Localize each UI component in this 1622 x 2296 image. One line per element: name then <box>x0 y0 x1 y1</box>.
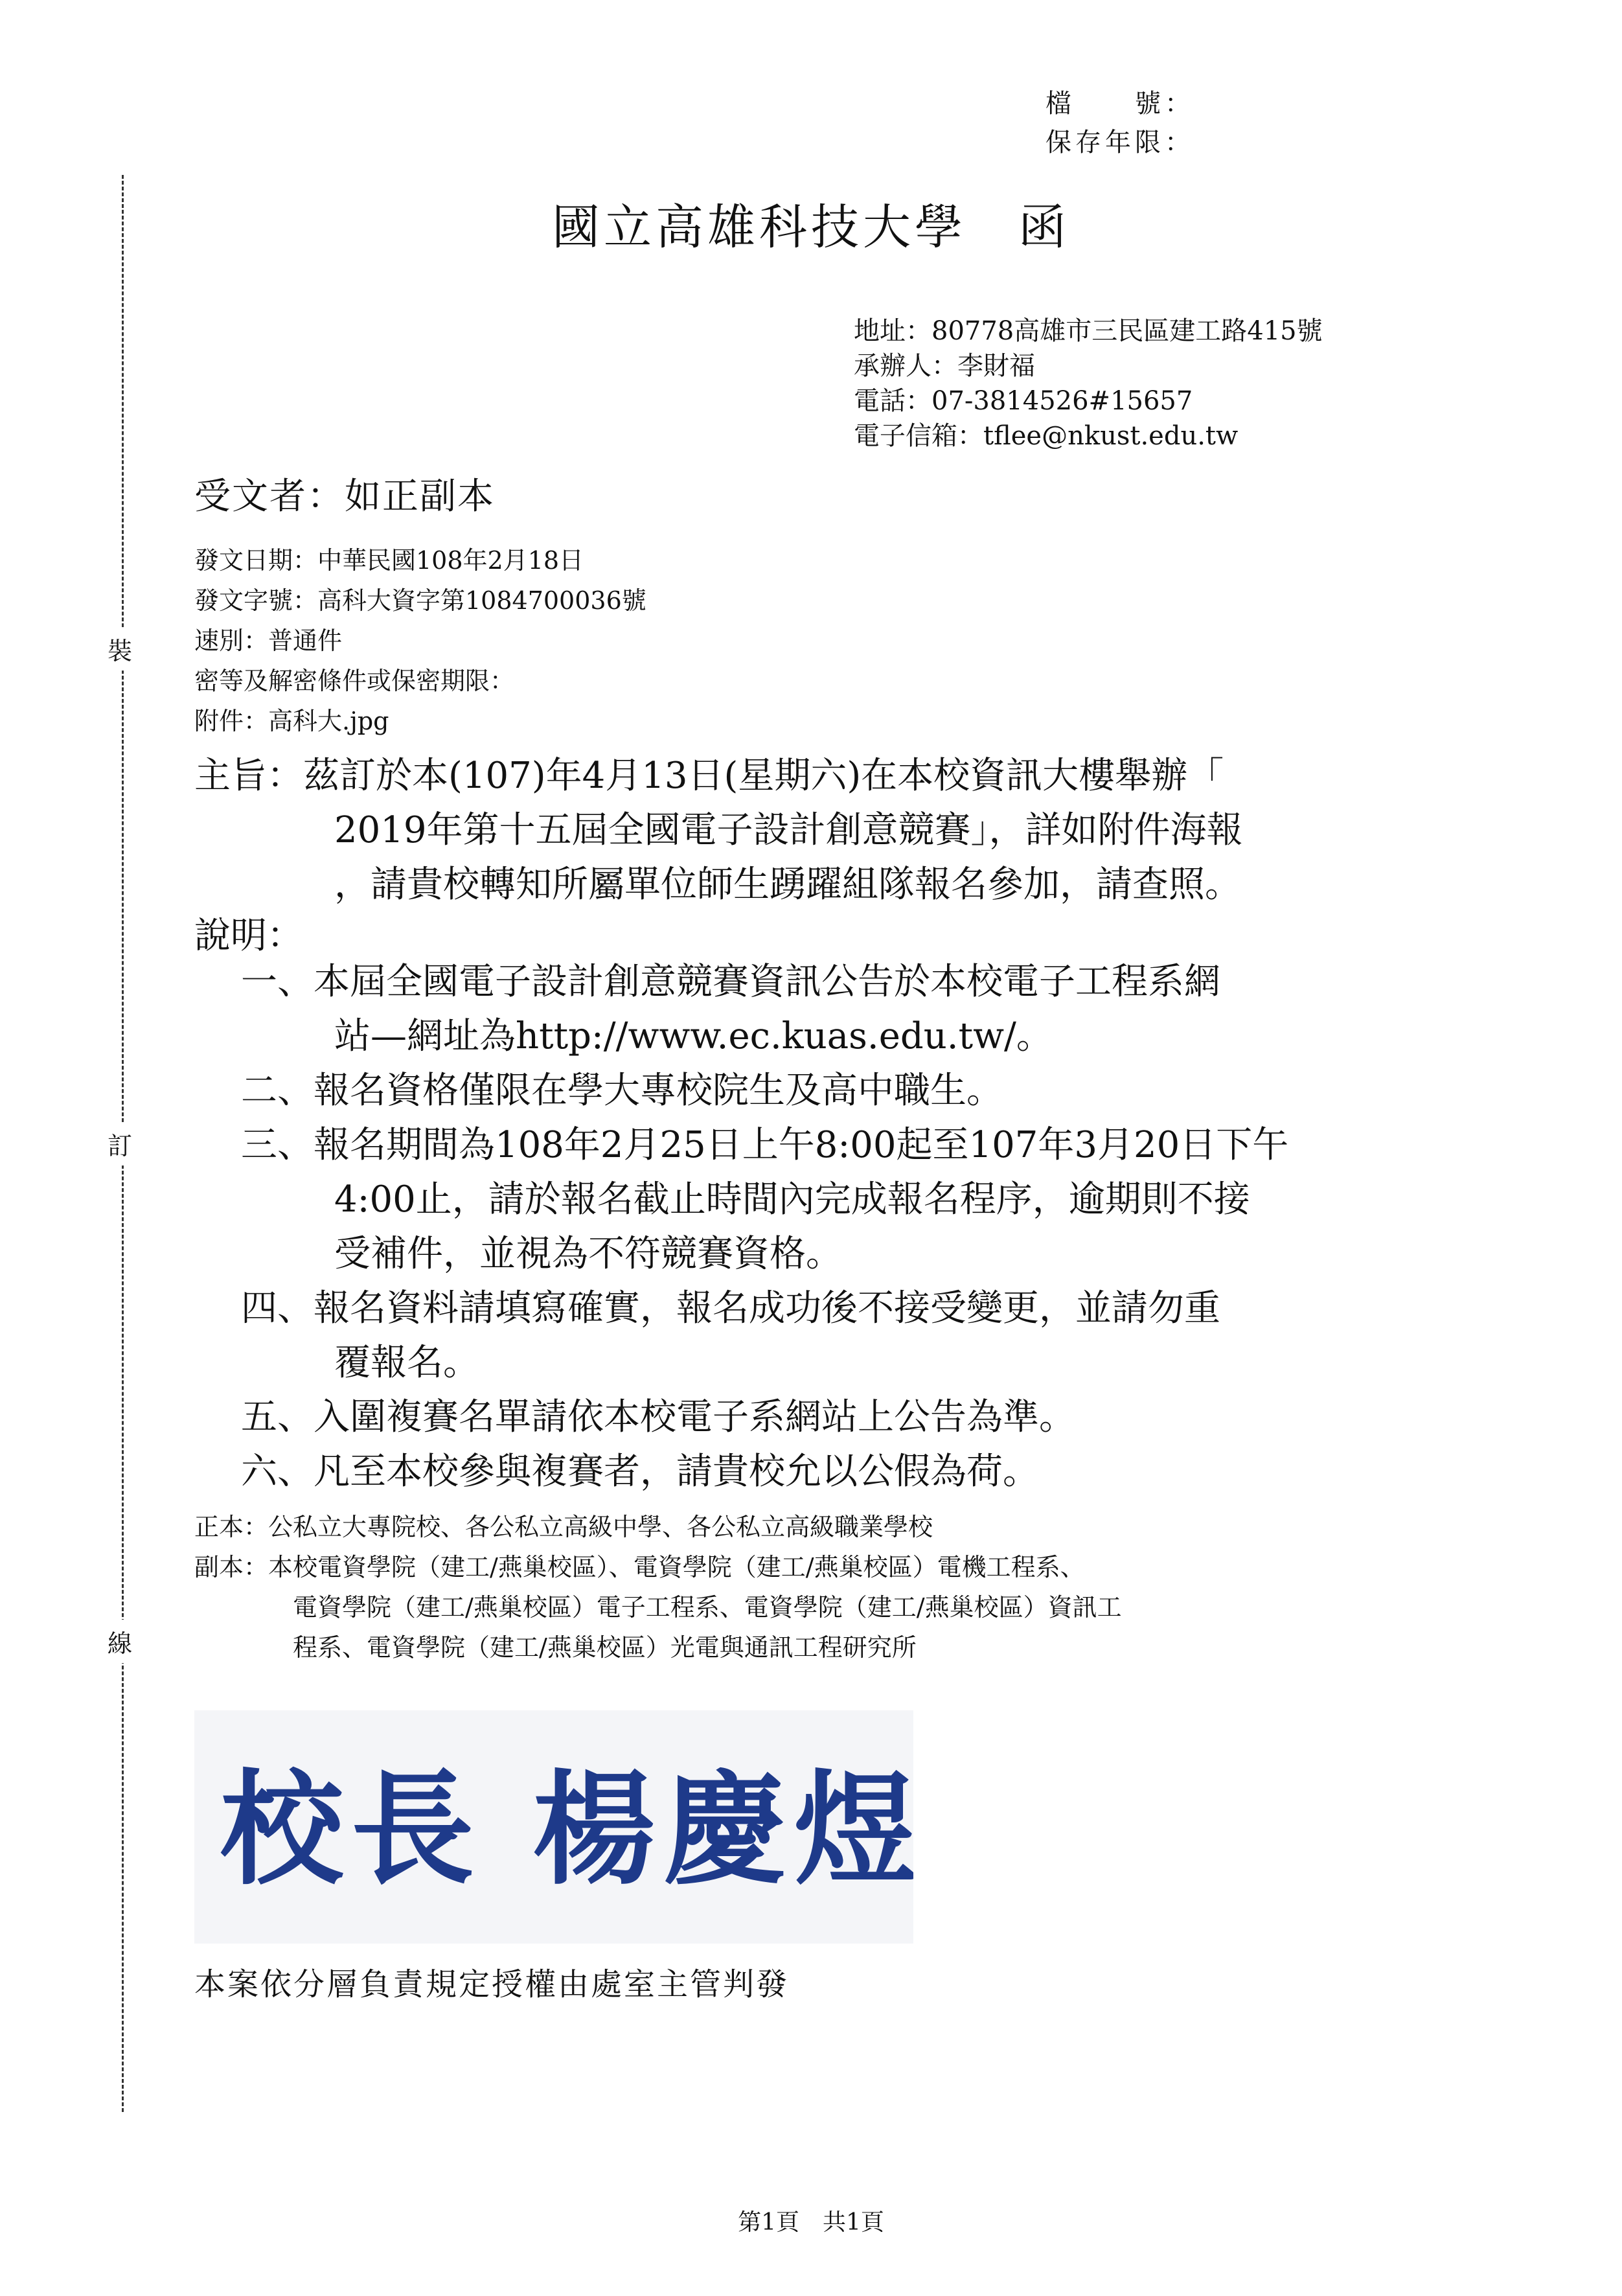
item-line: 4:00止，請於報名截止時間內完成報名程序，逾期則不接 <box>334 1178 1250 1221</box>
meta-block <box>194 540 646 741</box>
subject-line: 2019年第十五屆全國電子設計創意競賽」，詳如附件海報 <box>334 809 1243 851</box>
speed-type: 速別：普通件 <box>194 626 343 655</box>
email: 電子信箱：tflee@nkust.edu.tw <box>854 421 1239 451</box>
explanation-item-6 <box>241 1445 1288 1499</box>
security-level: 密等及解密條件或保密期限： <box>194 667 515 695</box>
binding-char-xian: 線 <box>108 1620 132 1663</box>
item-line: 受補件，並視為不符競賽資格。 <box>334 1233 842 1275</box>
signature-stamp-icon <box>194 1710 913 1944</box>
distribution-block <box>194 1507 1122 1668</box>
binding-char-zhuang: 裝 <box>108 627 132 671</box>
retention-period-label: 保存年限： <box>1045 128 1194 157</box>
subject <box>194 749 1243 912</box>
item-line: 覆報名。 <box>334 1342 479 1384</box>
explanation-list <box>241 955 1288 1499</box>
delegation-note: 本案依分層負責規定授權由處室主管判發 <box>194 1966 790 2003</box>
explanation-item-5 <box>241 1390 1288 1445</box>
item-line: 四、報名資料請填寫確實，報名成功後不接受變更，並請勿重 <box>241 1287 1220 1329</box>
copy-recipients-line: 電資學院（建工/燕巢校區）電子工程系、電資學院（建工/燕巢校區）資訊工 <box>293 1593 1122 1622</box>
explanation-label: 說明： <box>194 915 303 957</box>
recipient: 受文者：如正副本 <box>194 476 495 518</box>
binding-char-ding: 訂 <box>108 1122 132 1165</box>
subject-line: ，請貴校轉知所屬單位師生踴躍組隊報名參加，請查照。 <box>334 864 1241 906</box>
explanation-item-3 <box>241 1118 1288 1281</box>
issue-date: 發文日期：中華民國108年2月18日 <box>194 546 584 575</box>
copy-recipients-line: 副本：本校電資學院（建工/燕巢校區）、電資學院（建工/燕巢校區）電機工程系、 <box>194 1553 1085 1581</box>
explanation-item-4 <box>241 1281 1288 1390</box>
president-signature <box>194 1710 913 1944</box>
explanation-item-1 <box>241 955 1288 1064</box>
phone: 電話：07-3814526#15657 <box>854 386 1193 416</box>
explanation-item-2 <box>241 1064 1288 1118</box>
doc-number: 發文字號：高科大資字第1084700036號 <box>194 586 646 615</box>
svg-text:校長 楊慶煜: 校長 楊慶煜 <box>220 1757 913 1901</box>
address: 地址：80778高雄市三民區建工路415號 <box>854 316 1323 346</box>
document-title: 國立高雄科技大學 函 <box>552 200 1070 255</box>
contact-block <box>854 314 1323 453</box>
original-recipients: 正本：公私立大專院校、各公私立高級中學、各公私立高級職業學校 <box>194 1513 933 1541</box>
file-number-label: 檔 號： <box>1045 89 1194 119</box>
item-line: 五、入圍複賽名單請依本校電子系網站上公告為準。 <box>241 1396 1075 1438</box>
attachment: 附件：高科大.jpg <box>194 707 389 735</box>
page-number: 第1頁 共1頁 <box>738 2209 884 2236</box>
copy-recipients-line: 程系、電資學院（建工/燕巢校區）光電與通訊工程研究所 <box>293 1633 917 1662</box>
handler: 承辦人：李財福 <box>854 351 1035 381</box>
subject-line: 主旨：茲訂於本(107)年4月13日(星期六)在本校資訊大樓舉辦「 <box>194 755 1224 797</box>
item-line: 一、本屆全國電子設計創意競賽資訊公告於本校電子工程系網 <box>241 961 1220 1003</box>
item-line: 三、報名期間為108年2月25日上午8:00起至107年3月20日下午 <box>241 1124 1289 1166</box>
item-line: 六、凡至本校參與複賽者，請貴校允以公假為荷。 <box>241 1451 1039 1493</box>
item-line: 二、報名資格僅限在學大專校院生及高中職生。 <box>241 1070 1003 1112</box>
item-line: 站—網址為http://www.ec.kuas.edu.tw/。 <box>334 1015 1053 1057</box>
